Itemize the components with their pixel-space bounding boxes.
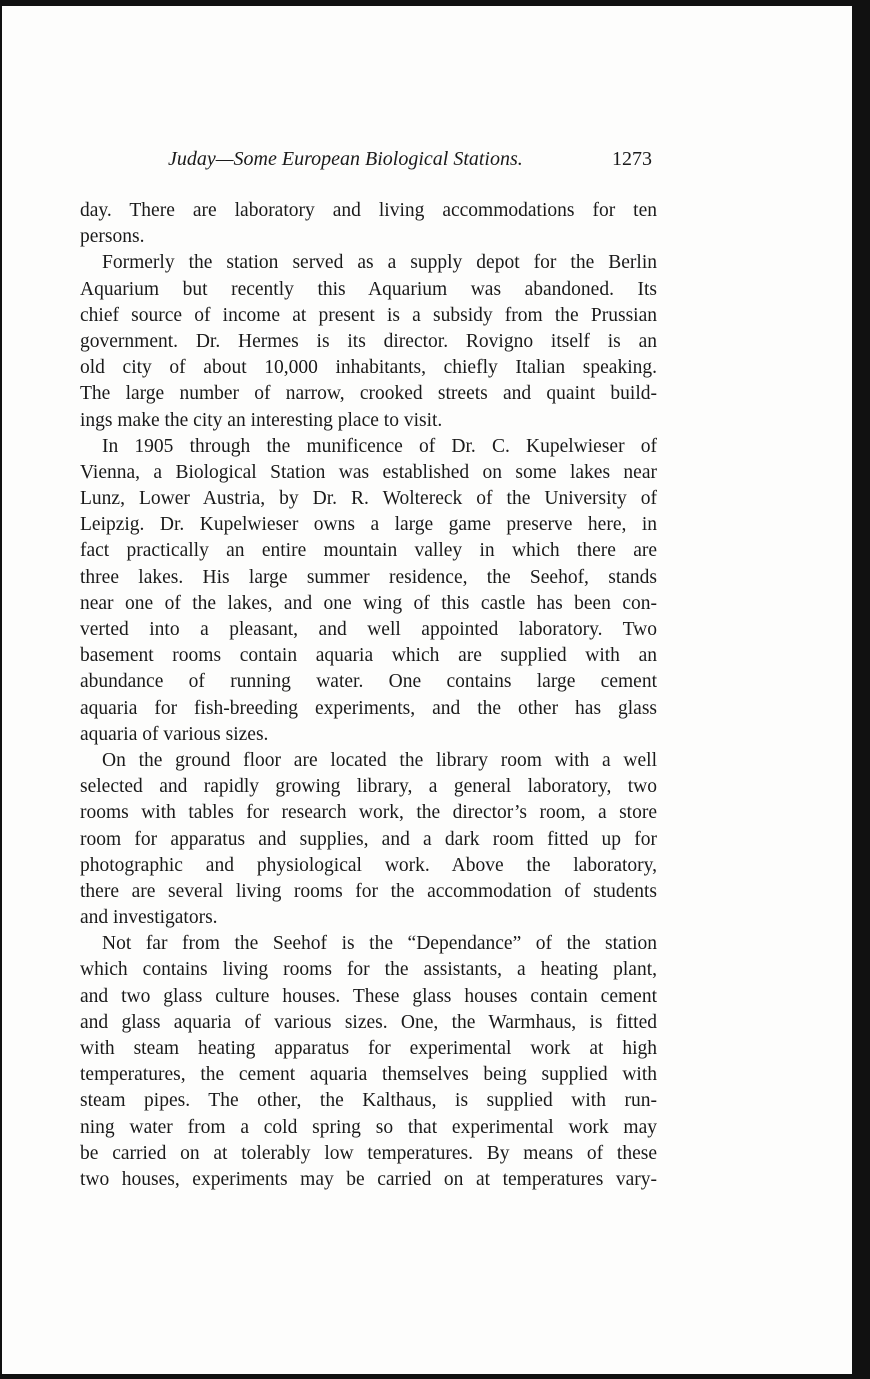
paragraph: [80, 198, 657, 250]
text-line: aquaria for fish-breeding experiments, and the other has glass: [80, 697, 657, 719]
text-line: be carried on at tolerably low temperatures. By means of these: [80, 1142, 657, 1164]
text-line: fact practically an entire mountain valley in which there are: [80, 540, 657, 562]
paragraph: [80, 250, 657, 433]
text-line: Lunz, Lower Austria, by Dr. R. Woltereck of the University of: [80, 488, 657, 510]
paragraph: [80, 931, 657, 1193]
text-line: Not far from the Seehof is the “Dependance” of the station: [102, 933, 657, 955]
text-line: verted into a pleasant, and well appointed laboratory. Two: [80, 619, 657, 640]
text-line: chief source of income at present is a subsidy from the Prussian: [80, 304, 657, 326]
text-line: ings make the city an interesting place to visit.: [80, 409, 443, 431]
text-line: and investigators.: [80, 907, 218, 929]
text-line: The large number of narrow, crooked streets and quaint build-: [80, 383, 657, 405]
scanned-page: [2, 6, 852, 1374]
text-line: old city of about 10,000 inhabitants, chiefly Italian speaking.: [80, 357, 657, 379]
text-line: Aquarium but recently this Aquarium was abandoned. Its: [80, 278, 657, 300]
paragraph: [80, 748, 657, 931]
text-line: Vienna, a Biological Station was established on some lakes near: [80, 461, 657, 483]
page-number: 1273: [612, 148, 652, 170]
text-line: ning water from a cold spring so that experimental work may: [80, 1116, 657, 1138]
running-header: [2, 148, 852, 176]
text-line: basement rooms contain aquaria which are supplied with an: [80, 645, 657, 667]
text-line: three lakes. His large summer residence, the Seehof, stands: [80, 566, 657, 588]
text-line: near one of the lakes, and one wing of this castle has been con-: [80, 592, 657, 614]
text-line: persons.: [80, 226, 145, 248]
text-line: steam pipes. The other, the Kalthaus, is supplied with run-: [80, 1090, 657, 1112]
text-line: temperatures, the cement aquaria themselves being supplied with: [80, 1064, 657, 1086]
text-line: room for apparatus and supplies, and a dark room fitted up for: [80, 828, 657, 850]
text-line: Formerly the station served as a supply depot for the Berlin: [102, 252, 657, 274]
paragraph: [80, 434, 657, 748]
text-line: Leipzig. Dr. Kupelwieser owns a large game preserve here, in: [80, 514, 657, 536]
text-line: which contains living rooms for the assistants, a heating plant,: [80, 959, 657, 981]
text-line: aquaria of various sizes.: [80, 723, 269, 745]
text-line: rooms with tables for research work, the director’s room, a store: [80, 802, 657, 824]
text-line: government. Dr. Hermes is its director. Rovigno itself is an: [80, 330, 657, 352]
text-line: On the ground floor are located the library room with a well: [102, 749, 657, 771]
text-line: selected and rapidly growing library, a general laboratory, two: [80, 776, 657, 798]
text-line: two houses, experiments may be carried on at temperatures vary-: [80, 1168, 657, 1190]
text-line: abundance of running water. One contains large cement: [80, 671, 657, 693]
text-line: and two glass culture houses. These glass houses contain cement: [80, 985, 657, 1007]
text-line: and glass aquaria of various sizes. One, the Warmhaus, is fitted: [80, 1011, 657, 1033]
running-title: Juday—Some European Biological Stations.: [168, 148, 523, 170]
text-line: there are several living rooms for the accommodation of students: [80, 880, 657, 902]
text-line: photographic and physiological work. Above the laboratory,: [80, 854, 657, 876]
text-line: with steam heating apparatus for experimental work at high: [80, 1038, 657, 1059]
text-line: In 1905 through the munificence of Dr. C. Kupelwieser of: [102, 435, 657, 457]
body-text: [80, 198, 657, 1193]
text-line: day. There are laboratory and living accommodations for ten: [80, 200, 657, 221]
